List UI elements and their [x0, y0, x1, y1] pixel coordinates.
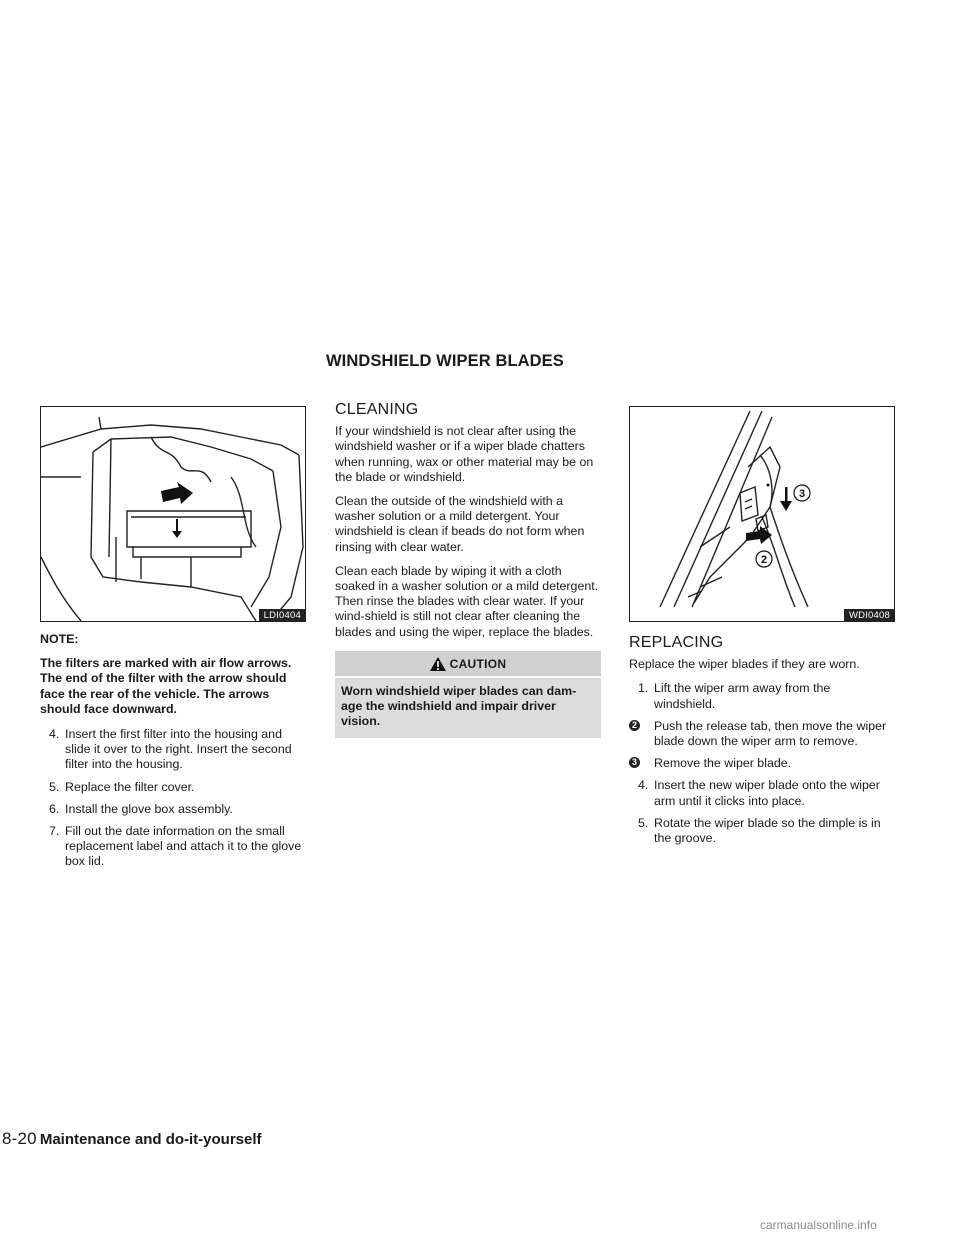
step-text: Install the glove box assembly. — [65, 801, 233, 816]
cleaning-paragraph: Clean the outside of the windshield with a washer solution or a mild detergent. Your windshield is clean if beads do not form when rinsing with clear water. — [335, 494, 585, 554]
step-number-circled: 3 — [629, 757, 640, 768]
replacing-steps-list — [629, 681, 895, 846]
column-middle — [335, 401, 601, 738]
step-text: Fill out the date information on the small replacement label and attach it to the glove box lid. — [65, 824, 302, 869]
step-number-circled: 2 — [629, 720, 640, 731]
wiper-figure — [629, 406, 895, 622]
step-number: 5. — [638, 815, 649, 830]
step-number: 4. — [638, 778, 649, 793]
caution-body: Worn windshield wiper blades can dam-age the windshield and impair driver vision. — [341, 684, 577, 729]
figure-label: LDI0404 — [259, 609, 305, 621]
list-item — [629, 816, 895, 846]
note-heading: NOTE: — [40, 632, 79, 646]
list-item — [40, 802, 306, 817]
cleaning-paragraph: If your windshield is not clear after using the windshield washer or if a wiper blade chatters when running, wax or other material may be on the blade or windshield. — [335, 424, 594, 484]
cleaning-heading: CLEANING — [335, 401, 419, 418]
step-number: 1. — [638, 681, 649, 696]
list-item — [40, 824, 306, 870]
list-item — [629, 681, 895, 711]
list-item — [629, 719, 895, 749]
warning-icon — [430, 657, 446, 671]
page-footer — [2, 1129, 262, 1149]
step-number: 5. — [49, 779, 60, 794]
caution-heading: CAUTION — [449, 656, 507, 671]
page-number: 8-20 — [2, 1129, 37, 1148]
list-item — [629, 778, 895, 808]
footer-chapter-title: Maintenance and do-it-yourself — [39, 1131, 262, 1148]
column-right — [629, 406, 895, 853]
caution-header — [335, 651, 601, 678]
column-left — [40, 406, 306, 877]
section-title: WINDSHIELD WIPER BLADES — [326, 352, 564, 370]
step-text: Push the release tab, then move the wiper blade down the wiper arm to remove. — [654, 718, 887, 749]
step-text: Insert the first filter into the housing and slide it over to the right. Insert the second filter into the housing. — [65, 727, 292, 772]
caution-box — [335, 651, 601, 738]
callout-3: 3 — [798, 488, 806, 500]
step-text: Lift the wiper arm away from the windshield. — [654, 681, 831, 711]
note-body: The filters are marked with air flow arrows. The end of the filter with the arrow should face the rear of the vehicle. The arrows should face downward. — [40, 656, 292, 716]
filter-steps-list — [40, 727, 306, 870]
watermark: carmanualsonline.info — [760, 1218, 877, 1232]
step-text: Insert the new wiper blade onto the wiper arm until it clicks into place. — [654, 778, 880, 808]
replacing-heading: REPLACING — [629, 634, 724, 651]
filter-illustration — [41, 407, 305, 621]
step-text: Replace the filter cover. — [65, 779, 195, 794]
step-number: 7. — [49, 824, 60, 839]
replacing-intro: Replace the wiper blades if they are worn. — [629, 657, 860, 672]
list-item — [629, 756, 895, 771]
step-number: 6. — [49, 801, 60, 816]
list-item — [40, 780, 306, 795]
cleaning-paragraph: Clean each blade by wiping it with a cloth soaked in a washer solution or a mild detergent. Then rinse the blades with clear water. If your wind-shield is still not clear after cleaning the blades and using the wiper, replace the blades. — [335, 563, 599, 639]
figure-label: WDI0408 — [844, 609, 894, 621]
callout-2: 2 — [760, 554, 768, 566]
step-number: 4. — [49, 727, 60, 742]
filter-figure — [40, 406, 306, 622]
list-item — [40, 727, 306, 773]
step-text: Remove the wiper blade. — [654, 756, 792, 771]
step-text: Rotate the wiper blade so the dimple is in the groove. — [654, 815, 881, 846]
wiper-illustration — [630, 407, 894, 621]
